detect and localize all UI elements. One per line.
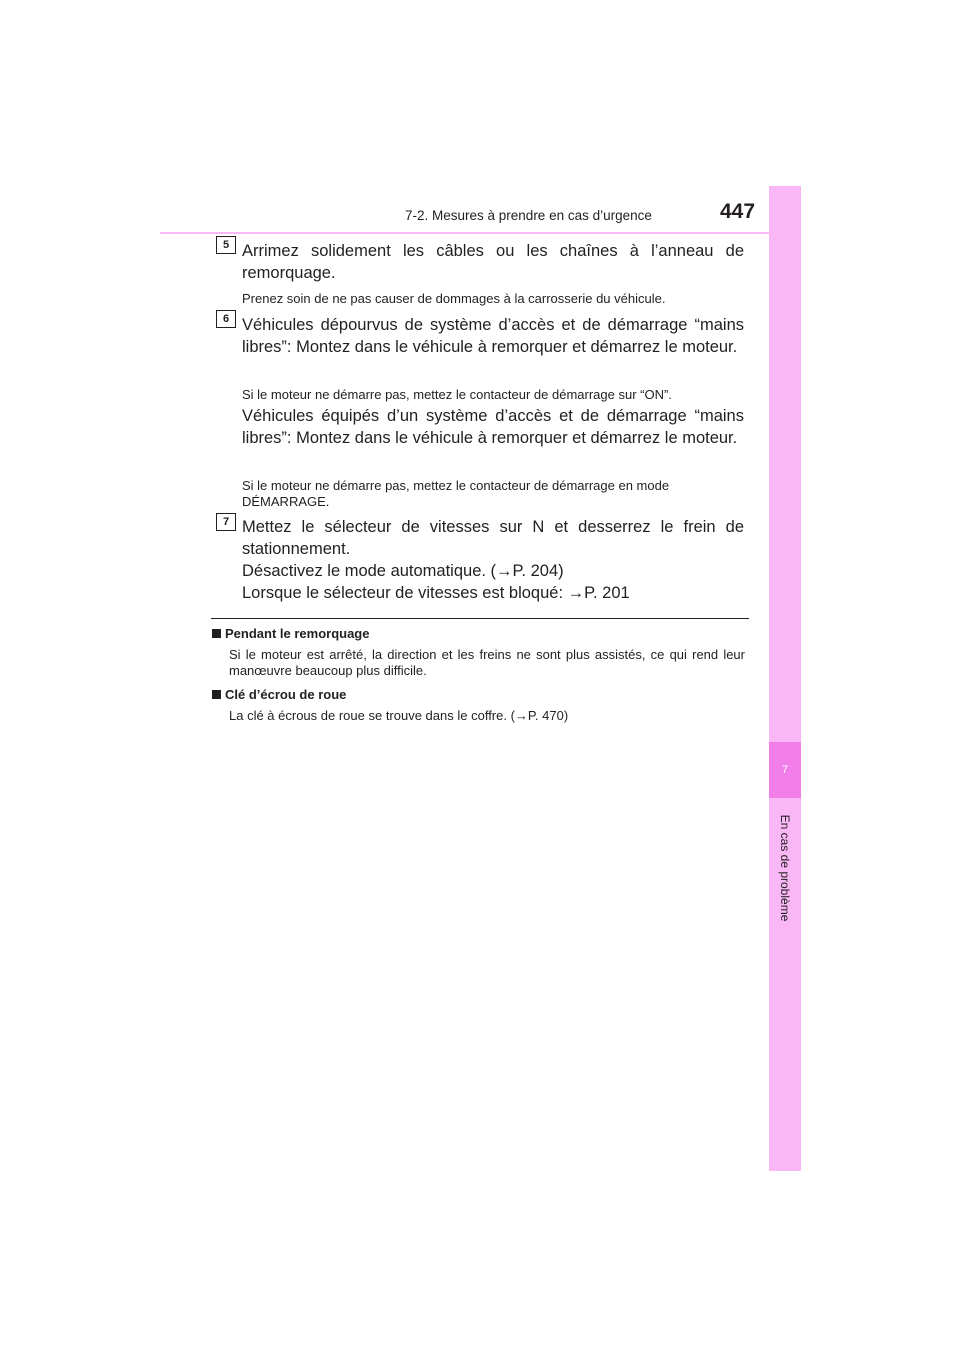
section-title: 7-2. Mesures à prendre en cas d’urgence — [405, 208, 652, 223]
page-number: 447 — [720, 200, 756, 223]
chapter-side-tab — [769, 186, 801, 1171]
chapter-number: 7 — [769, 742, 801, 798]
step-7-line3: Lorsque le sélecteur de vitesses est bloqué: →P. 201 — [242, 584, 630, 602]
step-5-text: Arrimez solidement les câbles ou les chaînes à l’anneau de remorquage. — [242, 242, 744, 282]
info-heading: Pendant le remorquage — [212, 626, 369, 641]
step-6-text-a: Véhicules dépourvus de système d’accès et de démarrage “mains libres”: Montez dans le véhicule à remorquer et démarrez le moteur. — [242, 316, 744, 356]
square-bullet-icon — [212, 690, 221, 699]
info-heading: Clé d’écrou de roue — [212, 687, 346, 702]
info-text: Si le moteur est arrêté, la direction et les freins ne sont plus assistés, ce qui rend leur manœuvre beaucoup plus difficile. — [229, 647, 745, 678]
step-6-text-b: Véhicules équipés d’un système d’accès et de démarrage “mains libres”: Montez dans le véhicule à remorquer et démarrez le moteur. — [242, 407, 744, 447]
step-5-note: Prenez soin de ne pas causer de dommages à la carrosserie du véhicule. — [242, 291, 666, 306]
step-badge: 5 — [216, 236, 236, 254]
step-badge: 7 — [216, 513, 236, 531]
square-bullet-icon — [212, 629, 221, 638]
step-6-note-a: Si le moteur ne démarre pas, mettez le contacteur de démarrage sur “ON”. — [242, 387, 672, 402]
header-rule — [160, 232, 800, 234]
chapter-title: En cas de problème — [778, 814, 792, 922]
step-7-line2: Désactivez le mode automatique. (→P. 204) — [242, 562, 564, 580]
info-text: La clé à écrous de roue se trouve dans le coffre. (→P. 470) — [229, 708, 569, 723]
step-badge: 6 — [216, 310, 236, 328]
section-divider — [211, 618, 749, 619]
step-7-text: Mettez le sélecteur de vitesses sur N et desserrez le frein de stationnement. — [242, 518, 744, 558]
step-6-note-b: Si le moteur ne démarre pas, mettez le contacteur de démarrage en mode DÉMARRAGE. — [242, 478, 670, 509]
